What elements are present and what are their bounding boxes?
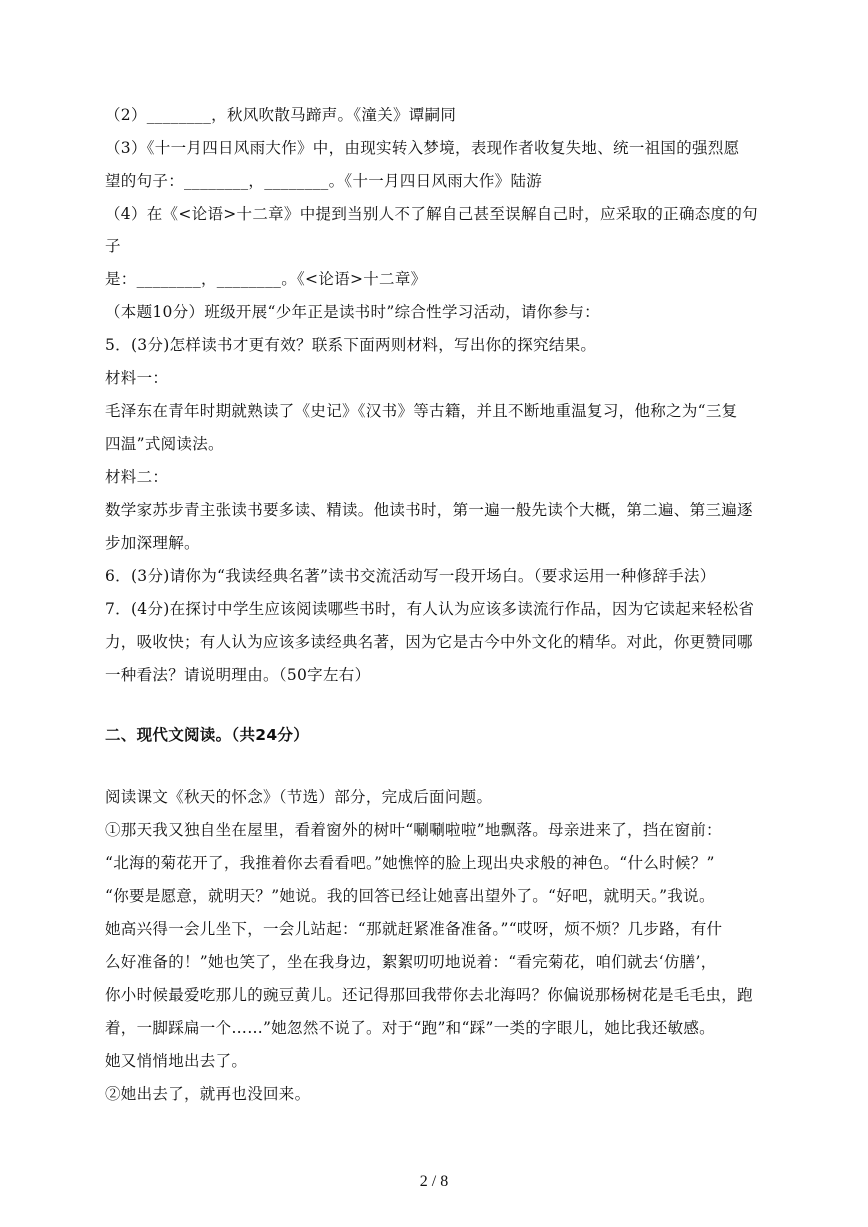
- section-heading: 二、现代文阅读。（共24分）: [105, 726, 310, 744]
- question-5: 5．(3分)怎样读书才更有效？联系下面两则材料，写出你的探究结果。: [105, 336, 597, 354]
- fill-in-question-4-line-1: （4）在《<论语>十二章》中提到当别人不了解自己甚至误解自己时，应采取的正确态度的句: [105, 205, 758, 223]
- passage-line-9: ②她出去了，就再也没回来。: [105, 1085, 311, 1103]
- page-number: 2 / 8: [419, 1173, 449, 1190]
- passage-line-7: 着，一脚踩扁一个……”她忽然不说了。对于“跑”和“踩”一类的字眼儿，她比我还敏感。: [105, 1019, 715, 1037]
- material-1-text-line-2: 四温”式阅读法。: [105, 435, 224, 453]
- fill-in-question-3-line-2: 望的句子：________，________。《十一月四日风雨大作》陆游: [105, 172, 543, 190]
- passage-line-8: 她又悄悄地出去了。: [105, 1052, 248, 1070]
- material-2-text-line-2: 步加深理解。: [105, 534, 200, 552]
- passage-line-3: “你要是愿意，就明天？”她说。我的回答已经让她喜出望外了。“好吧，就明天。”我说。: [105, 887, 715, 905]
- material-2-text-line-1: 数学家苏步青主张读书要多读、精读。他读书时，第一遍一般先读个大概，第二遍、第三遍逐: [105, 501, 753, 519]
- passage-line-5: 么好准备的！”她也笑了，坐在我身边，絮絮叨叨地说着：“看完菊花，咱们就去‘仿膳’，: [105, 953, 717, 971]
- passage-line-4: 她高兴得一会儿坐下，一会儿站起：“那就赶紧准备准备。”“哎呀，烦不烦？几步路，有什: [105, 920, 723, 938]
- question-6: 6．(3分)请你为“我读经典名著”读书交流活动写一段开场白。（要求运用一种修辞手法）: [105, 567, 716, 585]
- question-7-line-2: 力，吸收快；有人认为应该多读经典名著，因为它是古今中外文化的精华。对此，你更赞同哪: [105, 633, 753, 651]
- fill-in-question-4-line-2: 子: [105, 237, 121, 255]
- material-2-label: 材料二：: [105, 468, 169, 486]
- fill-in-question-3-line-1: （3）《十一月四日风雨大作》中，由现实转入梦境，表现作者收复失地、统一祖国的强烈愿: [105, 139, 740, 157]
- material-1-text-line-1: 毛泽东在青年时期就熟读了《史记》《汉书》等古籍，并且不断地重温复习，他称之为“三复: [105, 402, 738, 420]
- passage-line-2: “北海的菊花开了，我推着你去看看吧。”她憔悴的脸上现出央求般的神色。“什么时候？”: [105, 854, 715, 872]
- fill-in-question-2: （2）________，秋风吹散马蹄声。《潼关》谭嗣同: [105, 106, 457, 124]
- passage-line-1: ①那天我又独自坐在屋里，看着窗外的树叶“唰唰啦啦”地飘落。母亲进来了，挡在窗前：: [105, 821, 722, 839]
- question-7-line-1: 7．(4分)在探讨中学生应该阅读哪些书时，有人认为应该多读流行作品，因为它读起来轻松省: [105, 600, 755, 618]
- reading-instruction: 阅读课文《秋天的怀念》（节选）部分，完成后面问题。: [105, 788, 493, 806]
- activity-intro: （本题10分）班级开展“少年正是读书时”综合性学习活动，请你参与：: [105, 303, 600, 321]
- passage-line-6: 你小时候最爱吃那儿的豌豆黄儿。还记得那回我带你去北海吗？你偏说那杨树花是毛毛虫，跑: [105, 986, 753, 1004]
- material-1-label: 材料一：: [105, 369, 169, 387]
- question-7-line-3: 一种看法？请说明理由。（50字左右）: [105, 666, 371, 684]
- fill-in-question-4-line-3: 是：________，________。《<论语>十二章》: [105, 270, 427, 288]
